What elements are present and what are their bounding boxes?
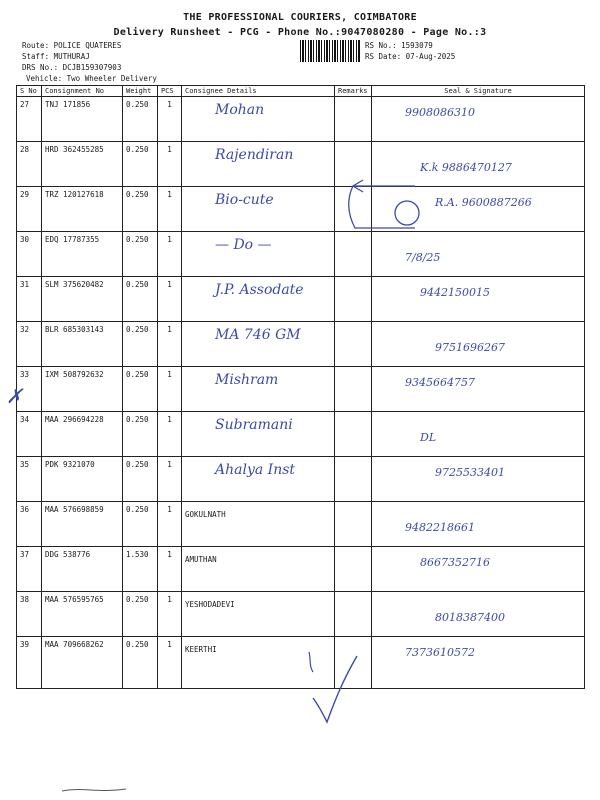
table-row (17, 232, 585, 277)
signature-cell (372, 547, 585, 592)
sno-cell: 37 (17, 547, 42, 592)
consignee-cell (182, 322, 335, 367)
consignee-handwritten (235, 597, 265, 613)
sno-cell: 28 (17, 142, 42, 187)
pcs-cell: 1 (158, 367, 182, 412)
signature-cell (372, 97, 585, 142)
weight-cell: 0.250 (123, 187, 158, 232)
consignee-printed: AMUTHAN (185, 555, 217, 564)
consignment-cell: DDG 538776 (42, 547, 123, 592)
weight-cell: 0.250 (123, 592, 158, 637)
runsheet-table (16, 85, 585, 689)
weight-cell: 0.250 (123, 412, 158, 457)
sno-cell: 27 (17, 97, 42, 142)
remarks-cell (335, 97, 372, 142)
consignee-handwritten (217, 552, 247, 568)
signature-handwritten: 7/8/25 (405, 251, 441, 264)
pcs-cell: 1 (158, 187, 182, 232)
consignee-cell (182, 232, 335, 277)
table-row (17, 457, 585, 502)
consignee-cell (182, 277, 335, 322)
signature-cell (372, 502, 585, 547)
table-row (17, 592, 585, 637)
route-text: Route: POLICE QUATERES (22, 41, 122, 50)
table-row (17, 277, 585, 322)
table-row (17, 637, 585, 689)
meta-left (22, 40, 157, 84)
consignment-cell: BLR 685303143 (42, 322, 123, 367)
consignee-cell (182, 97, 335, 142)
consignment-cell: MAA 576595765 (42, 592, 123, 637)
col-remarks: Remarks (335, 86, 372, 97)
pcs-cell: 1 (158, 592, 182, 637)
signature-cell (372, 277, 585, 322)
weight-cell: 0.250 (123, 637, 158, 689)
sno-cell: 35 (17, 457, 42, 502)
signature-handwritten: 9482218661 (405, 521, 475, 534)
remarks-cell (335, 412, 372, 457)
consignment-cell: IXM 508792632 (42, 367, 123, 412)
table-row (17, 187, 585, 232)
weight-cell: 0.250 (123, 367, 158, 412)
col-consignee: Consignee Details (182, 86, 335, 97)
pcs-cell: 1 (158, 97, 182, 142)
remarks-cell (335, 457, 372, 502)
consignment-cell: MAA 296694228 (42, 412, 123, 457)
weight-cell: 0.250 (123, 277, 158, 322)
signature-handwritten: 9442150015 (420, 286, 490, 299)
consignment-cell: PDK 9321070 (42, 457, 123, 502)
remarks-cell (335, 592, 372, 637)
pcs-cell: 1 (158, 547, 182, 592)
remarks-cell (335, 232, 372, 277)
consignee-handwritten: Ahalya Inst (215, 462, 296, 478)
consignee-handwritten: J.P. Assodate (215, 282, 304, 298)
signature-handwritten: 8667352716 (420, 556, 490, 569)
signature-cell (372, 457, 585, 502)
signature-handwritten: 9908086310 (405, 106, 475, 119)
sno-cell: 38 (17, 592, 42, 637)
company-title: THE PROFESSIONAL COURIERS, COIMBATORE (183, 12, 417, 23)
table-header-row (17, 86, 585, 97)
pcs-cell: 1 (158, 412, 182, 457)
sno-cell: 33 (17, 367, 42, 412)
consignee-handwritten: Subramani (215, 417, 293, 433)
consignment-cell: SLM 375620482 (42, 277, 123, 322)
drs-text: DRS No.: DCJB159307903 (22, 63, 122, 72)
consignee-printed: KEERTHI (185, 645, 217, 654)
table-row (17, 367, 585, 412)
consignee-printed: YESHODADEVI (185, 600, 235, 609)
weight-cell: 0.250 (123, 502, 158, 547)
weight-cell: 0.250 (123, 322, 158, 367)
consignee-printed: GOKULNATH (185, 510, 226, 519)
table-row (17, 502, 585, 547)
table-row (17, 142, 585, 187)
consignee-handwritten: Bio-cute (215, 192, 274, 208)
sno-cell: 36 (17, 502, 42, 547)
signature-handwritten: 9725533401 (435, 466, 505, 479)
pcs-cell: 1 (158, 502, 182, 547)
signature-cell (372, 412, 585, 457)
signature-handwritten: DL (420, 431, 437, 444)
signature-handwritten: 9345664757 (405, 376, 475, 389)
col-weight: Weight (123, 86, 158, 97)
signature-handwritten: 9751696267 (435, 341, 505, 354)
pcs-cell: 1 (158, 277, 182, 322)
signature-cell (372, 232, 585, 277)
consignee-cell (182, 142, 335, 187)
signature-cell (372, 637, 585, 689)
sno-cell: 39 (17, 637, 42, 689)
consignee-handwritten (226, 507, 256, 523)
sno-cell: 29 (17, 187, 42, 232)
consignee-cell (182, 592, 335, 637)
consignee-handwritten: Mishram (215, 372, 279, 388)
col-pcs: PCS (158, 86, 182, 97)
vehicle-text: Vehicle: Two Wheeler Delivery (26, 74, 157, 83)
weight-cell: 1.530 (123, 547, 158, 592)
consignee-cell (182, 457, 335, 502)
signature-handwritten: 8018387400 (435, 611, 505, 624)
signature-handwritten: 7373610572 (405, 646, 475, 659)
sno-cell: 31 (17, 277, 42, 322)
signature-cell (372, 592, 585, 637)
table-row (17, 547, 585, 592)
sno-cell: 32 (17, 322, 42, 367)
weight-cell: 0.250 (123, 97, 158, 142)
consignee-cell (182, 502, 335, 547)
remarks-cell (335, 547, 372, 592)
pcs-cell: 1 (158, 322, 182, 367)
consignment-cell: MAA 709668262 (42, 637, 123, 689)
table-row (17, 412, 585, 457)
consignee-handwritten (217, 642, 247, 658)
barcode-icon (300, 40, 360, 62)
consignee-cell (182, 367, 335, 412)
signature-handwritten: K.k 9886470127 (420, 161, 512, 174)
pcs-cell: 1 (158, 457, 182, 502)
pcs-cell: 1 (158, 637, 182, 689)
signature-cell (372, 367, 585, 412)
sno-cell: 34 (17, 412, 42, 457)
pcs-cell: 1 (158, 232, 182, 277)
rs-date-text: RS Date: 07-Aug-2025 (365, 52, 456, 61)
meta-right (365, 40, 455, 62)
sno-cell: 30 (17, 232, 42, 277)
consignment-cell: HRD 362455285 (42, 142, 123, 187)
consignment-cell: TNJ 171856 (42, 97, 123, 142)
consignee-handwritten: MA 746 GM (215, 327, 301, 343)
col-sno: S No (17, 86, 42, 97)
table-row (17, 97, 585, 142)
arrow-scribble-icon (345, 178, 425, 238)
remarks-cell (335, 367, 372, 412)
signature-cell (372, 322, 585, 367)
cross-mark-icon: ✗ (6, 384, 23, 408)
consignee-handwritten: Mohan (215, 102, 265, 118)
col-consignment: Consignment No (42, 86, 123, 97)
remarks-cell (335, 322, 372, 367)
table-row (17, 322, 585, 367)
consignee-handwritten: — Do — (215, 237, 272, 253)
consignment-cell: EDQ 17787355 (42, 232, 123, 277)
runsheet-subtitle: Delivery Runsheet - PCG - Phone No.:9047080280 - Page No.:3 (113, 27, 487, 38)
consignment-cell: TRZ 120127618 (42, 187, 123, 232)
weight-cell: 0.250 (123, 232, 158, 277)
col-signature: Seal & Signature (372, 86, 585, 97)
consignee-cell (182, 412, 335, 457)
remarks-cell (335, 277, 372, 322)
scribble-icon (60, 785, 130, 795)
tick-mark-icon (305, 650, 365, 730)
consignee-cell (182, 187, 335, 232)
weight-cell: 0.250 (123, 457, 158, 502)
consignee-cell (182, 547, 335, 592)
consignment-cell: MAA 576698859 (42, 502, 123, 547)
remarks-cell (335, 502, 372, 547)
signature-handwritten: R.A. 9600887266 (435, 196, 532, 209)
rs-no-text: RS No.: 1593079 (365, 41, 433, 50)
pcs-cell: 1 (158, 142, 182, 187)
consignee-handwritten: Rajendiran (215, 147, 294, 163)
weight-cell: 0.250 (123, 142, 158, 187)
staff-text: Staff: MUTHURAJ (22, 52, 90, 61)
